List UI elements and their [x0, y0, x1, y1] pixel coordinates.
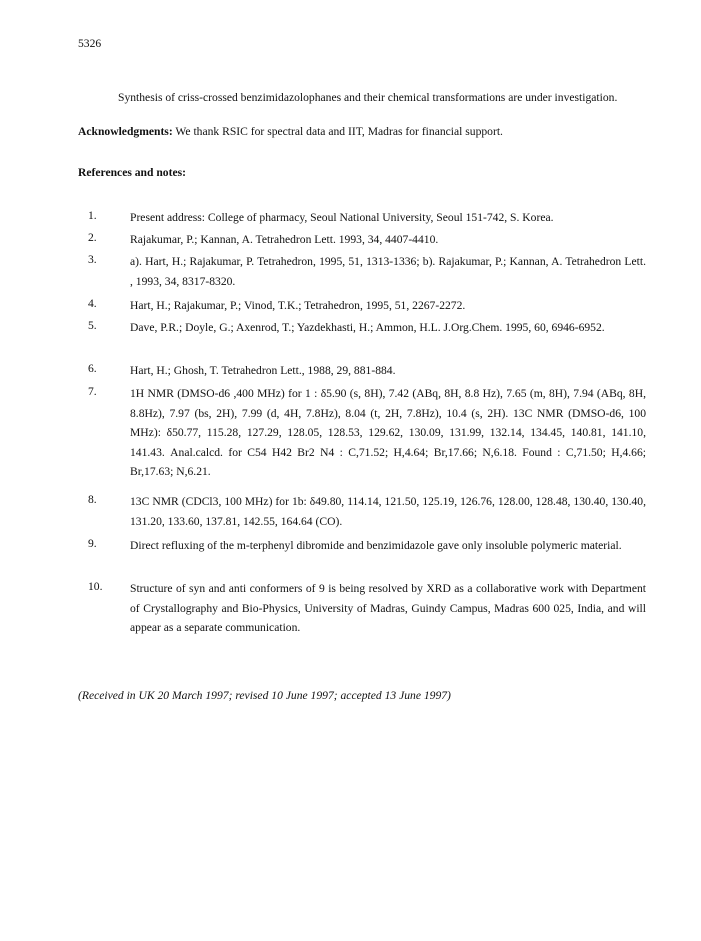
reference-number: 6.	[88, 362, 97, 375]
reference-number: 5.	[88, 319, 97, 332]
received-dates	[78, 688, 638, 703]
reference-text: Hart, H.; Ghosh, T. Tetrahedron Lett., 1988, 29, 881-884.	[130, 364, 396, 377]
reference-number: 1.	[88, 209, 97, 222]
reference-text: a). Hart, H.; Rajakumar, P. Tetrahedron, 1995, 51, 1313-1336; b). Rajakumar, P.; Kannan, A. Tetrahedron Lett. , 1993, 34, 8317-8320.	[130, 255, 646, 288]
reference-text: Rajakumar, P.; Kannan, A. Tetrahedron Lett. 1993, 34, 4407-4410.	[130, 233, 439, 246]
reference-number: 9.	[88, 537, 97, 550]
reference-number: 7.	[88, 385, 97, 398]
reference-number: 8.	[88, 493, 97, 506]
closing-sentence: Synthesis of criss-crossed benzimidazolophanes and their chemical transformations are under investigation.	[118, 91, 618, 104]
reference-text: 1H NMR (DMSO-d6 ,400 MHz) for 1 : δ5.90 (s, 8H), 7.42 (ABq, 8H, 8.8 Hz), 7.65 (m, 8H), 7.94 (ABq, 8H, 8.8Hz), 7.97 (bs, 2H), 7.99 (d, 4H, 7.8Hz), 8.04 (t, 2H, 7.8Hz), 10.4 (s, 2H). 13C NMR (DMSO-d6, 100 MHz): δ50.77, 115.28, 127.29, 128.05, 128.53, 129.62, 130.09, 131.99, 132.14, 134.45, 140.81, 141.10, 141.43. Anal.calcd. for C54 H42 Br2 N4 : C,71.52; H,4.64; Br,17.66; N,6.18. Found : C,71.50; H,4.66; Br,17.63; N,6.21.	[130, 387, 646, 479]
reference-text: Present address: College of pharmacy, Seoul National University, Seoul 151-742, S. Korea.	[130, 211, 554, 224]
page-number: 5326	[78, 37, 102, 50]
reference-text: 13C NMR (CDCl3, 100 MHz) for 1b: δ49.80, 114.14, 121.50, 125.19, 126.76, 128.00, 128.48, 130.40, 130.40, 131.20, 133.60, 137.81, 142.55, 164.64 (CO).	[130, 495, 646, 528]
reference-text: Structure of syn and anti conformers of 9 is being resolved by XRD as a collaborative work with Department of Crystallography and Bio-Physics, University of Madras, Guindy Campus, Madras 600 025, India, and will appear as a separate communication.	[130, 582, 646, 635]
acknowledgments-label: Acknowledgments:	[78, 125, 173, 138]
reference-text: Hart, H.; Rajakumar, P.; Vinod, T.K.; Tetrahedron, 1995, 51, 2267-2272.	[130, 299, 466, 312]
references-heading: References and notes:	[78, 166, 186, 179]
reference-text: Direct refluxing of the m-terphenyl dibromide and benzimidazole gave only insoluble polymeric material.	[130, 539, 622, 552]
reference-number: 10.	[88, 580, 103, 593]
reference-number: 3.	[88, 253, 97, 266]
acknowledgments-text: We thank RSIC for spectral data and IIT, Madras for financial support.	[175, 125, 503, 138]
received-line: (Received in UK 20 March 1997; revised 10 June 1997; accepted 13 June 1997)	[78, 689, 451, 702]
reference-number: 4.	[88, 297, 97, 310]
reference-number: 2.	[88, 231, 97, 244]
reference-text: Dave, P.R.; Doyle, G.; Axenrod, T.; Yazdekhasti, H.; Ammon, H.L. J.Org.Chem. 1995, 60, 6946-6952.	[130, 321, 605, 334]
acknowledgments	[78, 124, 638, 139]
